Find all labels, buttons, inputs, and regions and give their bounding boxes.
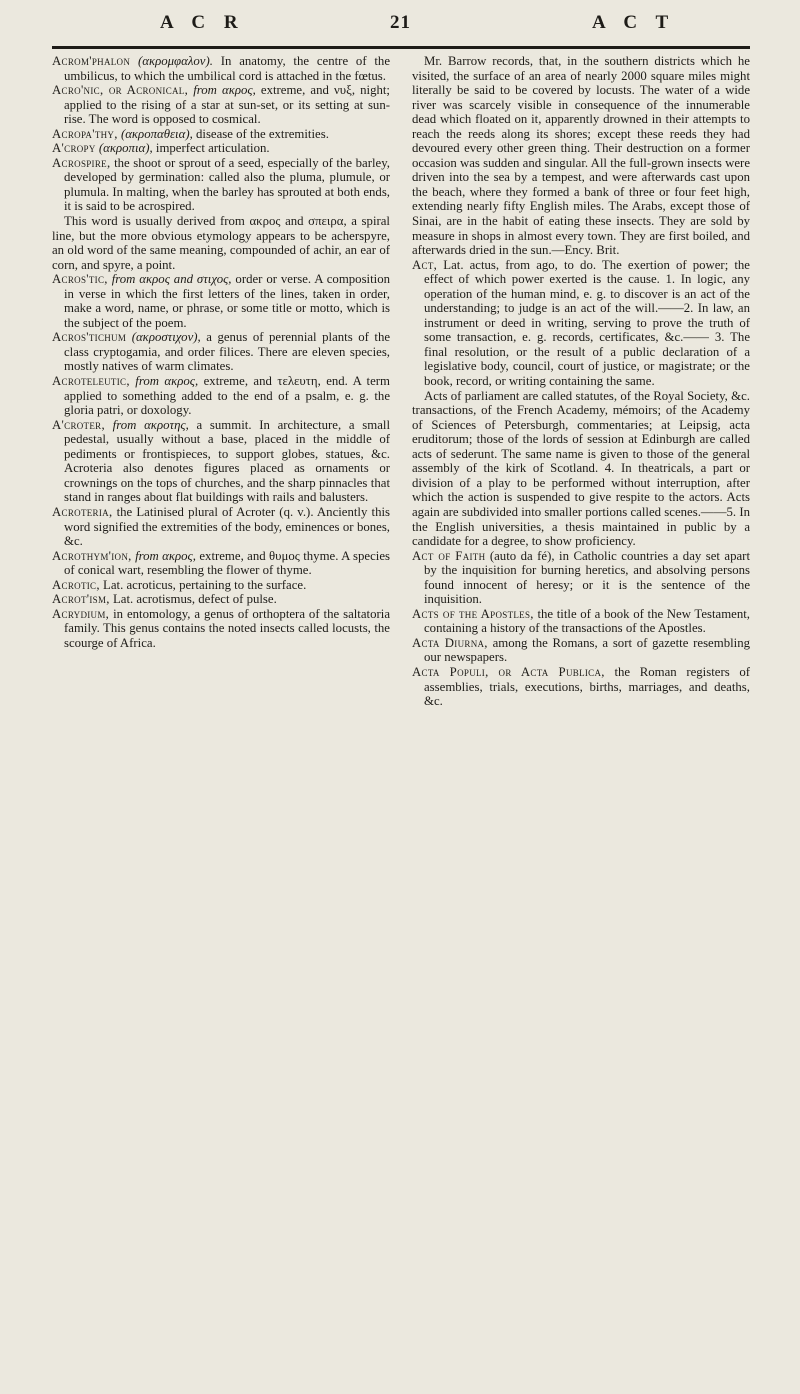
header-rule (52, 46, 750, 49)
dictionary-entry (412, 636, 750, 665)
dictionary-entry (412, 665, 750, 709)
entry-headword: Act, (412, 257, 438, 272)
entry-headword: Acroteria, (52, 504, 113, 519)
entry-definition: Mr. Barrow records, that, in the southern districts which he visited, the surface of an area of nearly 2000 square miles might literally be said to be covered by locusts. The water of a wide river was scarcely visible in consequence of the innumerable dead which floated on it, apparently drowned in their attempts to reach the reeds along its shores; except these reeds they had devoured every other green thing. Their destruction on a former occasion was sudden and singular. All the full-grown insects were driven into the sea by a tempest, and were afterwards cast upon the beach, where they formed a bank of three or four feet high, extending nearly fifty English miles. The Arabs, except those of Sinai, are in the habit of eating these insects. They are sold by measure in shops in almost every town. They are first boiled, and afterwards dried in the sun.—Ency. Brit. (412, 54, 750, 258)
dictionary-entry (412, 258, 750, 389)
dictionary-entry (52, 578, 390, 593)
entry-definition: in entomology, a genus of orthoptera of the saltatoria family. This genus contains the noted insects called locusts, the scourge of Africa. (64, 606, 390, 650)
entry-definition: the Roman registers of assemblies, trials, executions, births, marriages, and deaths, &c. (424, 664, 750, 709)
entry-headword: Acroteleutic, (52, 374, 130, 389)
entry-headword: Acrotic, (52, 577, 100, 592)
entry-etymology: from ακροτης, (112, 417, 189, 432)
dictionary-entry (52, 592, 390, 607)
dictionary-entry (52, 272, 390, 330)
dictionary-entry (52, 505, 390, 549)
entry-etymology: from ακρος, (193, 83, 256, 98)
entry-definition: extreme, and νυξ, night; applied to the rising of a star at sun-set, or its setting at sun-rise. The word is opposed to cosmical. (64, 83, 390, 127)
entry-definition: Lat. acrotismus, defect of pulse. (112, 592, 277, 607)
entry-headword: Acrydium, (52, 606, 110, 621)
entry-definition: extreme, and θυμος thyme. A species of conical wart, resembling the flower of thyme. (64, 548, 390, 578)
entry-definition: the Latinised plural of Acroter (q. v.). Anciently this word signified the extremities of the body, eminences or bones, &c. (64, 504, 390, 549)
entry-headword: Acrothym'ion, (52, 548, 132, 563)
entry-headword: Acropa'thy, (52, 126, 118, 141)
entry-headword: Act of Faith (412, 548, 486, 563)
entry-headword: Acrospire, (52, 155, 111, 170)
entry-headword: Acta Diurna, (412, 635, 488, 650)
entry-headword: Acta Populi, or Acta Publica, (412, 664, 605, 679)
entry-definition: disease of the extremities. (196, 126, 329, 141)
entry-headword: Acrot'ism, (52, 592, 110, 607)
entry-definition: Lat. acroticus, pertaining to the surface. (103, 577, 307, 592)
entry-definition: imperfect articulation. (155, 141, 270, 156)
dictionary-entry (52, 127, 390, 142)
right-column (412, 54, 750, 1344)
entry-headword: A'cropy (52, 141, 96, 156)
entry-headword: Acros'tichum (52, 330, 127, 345)
dictionary-entry (52, 330, 390, 374)
entry-etymology: from ακρος, (135, 374, 199, 389)
entry-definition: order or verse. A composition in verse in which the first letters of the lines, taken in order, make a word, name, or phrase, or some title or motto, which is the subject of the poem. (64, 272, 390, 330)
header-guide-left: A C R (160, 12, 245, 33)
entry-definition: This word is usually derived from ακρος and σπειρα, a spiral line, but the more obvious etymology appears to be acherspyre, an old word of the same meaning, compounded of achir, an ear of corn, and spyre, a point. (52, 214, 390, 272)
dictionary-entry (412, 54, 750, 258)
entry-headword: Acts of the Apostles, (412, 606, 534, 621)
page-number: 21 (390, 12, 411, 33)
entry-etymology: from ακρος, (135, 548, 196, 563)
entry-etymology: (ακρομφαλον). (137, 54, 213, 68)
columns (52, 54, 750, 1344)
dictionary-entry (52, 607, 390, 651)
entry-definition: the title of a book of the New Testament, containing a history of the transactions of the Apostles. (424, 606, 750, 636)
entry-definition: In anatomy, the centre of the umbilicus, to which the umbilical cord is attached in the fœtus. (64, 54, 390, 83)
running-header (52, 0, 750, 42)
dictionary-entry (412, 389, 750, 549)
entry-definition: Lat. actus, from ago, to do. The exertion of power; the effect of which power exerted is the cause. 1. In logic, any operation of the human mind, e. g. to discover is an act of the understanding; to judge is an act of the will.——2. In law, an instrument or deed in writing, serving to prove the truth of some transaction, e. g. records, certificates, &c.—— 3. The final resolution, or the result of a public declaration of a legislative body, council, court of justice, or magistrate; or the book, record, or writing containing the same. (424, 257, 750, 389)
dictionary-entry (52, 374, 390, 418)
entry-headword: A'croter, (52, 417, 105, 432)
entry-etymology: (ακροπια), (98, 141, 153, 156)
dictionary-entry (52, 54, 390, 83)
entry-definition: among the Romans, a sort of gazette resembling our newspapers. (424, 635, 750, 665)
entry-etymology: (ακροπαθεια), (120, 126, 193, 141)
dictionary-entry (52, 156, 390, 214)
entry-definition: a summit. In architecture, a small pedestal, usually without a base, placed in the middle of pediments or frontispieces, to support globes, statues, &c. Acroteria also denotes figures placed as ornaments or crownings on the tops of churches, and the sharp pinnacles that stand in ranges about flat buildings with rails and balusters. (64, 417, 390, 505)
entry-definition: (auto da fé), in Catholic countries a day set apart by the inquisition for burning heretics, and absolving persons found innocent of heresy; or it is the sentence of the inquisition. (424, 548, 750, 607)
dictionary-entry (52, 549, 390, 578)
entry-definition: a genus of perennial plants of the class cryptogamia, and order filices. There are eleven species, mostly natives of warm climates. (64, 330, 390, 374)
entry-headword: Acrom'phalon (52, 54, 131, 68)
dictionary-entry (52, 141, 390, 156)
entry-etymology: from ακρος and στιχος, (111, 272, 232, 287)
entry-definition: extreme, and τελευτη, end. A term applied to something added to the end of a psalm, e. g. the gloria patri, or doxology. (64, 374, 390, 418)
left-column (52, 54, 390, 1344)
entry-definition: the shoot or sprout of a seed, especially of the barley, developed by germination: called also the pluma, plumule, or plumula. In malting, when the barley has sprouted at both ends, it is said to be acrospired. (64, 155, 390, 214)
entry-headword: Acros'tic, (52, 272, 108, 287)
entry-definition: Acts of parliament are called statutes, of the Royal Society, &c. transactions, of the French Academy, mémoirs; of the Academy of Sciences of Petersburgh, commentaries; at Leipsig, acta eruditorum; those of the lords of session at Edinburgh are called acts of sederunt. The same name is given to those of the general assembly of the kirk of Scotland. 4. In theatricals, a part or division of a play to be performed without interruption, after which the action is suspended to give respite to the actors. Acts again are subdivided into smaller portions called scenes.——5. In the English universities, a thesis maintained in public by a candidate for a degree, to show proficiency. (412, 388, 750, 549)
dictionary-entry (412, 549, 750, 607)
dictionary-entry (52, 418, 390, 505)
header-guide-right: A C T (592, 12, 676, 33)
dictionary-entry (52, 83, 390, 127)
dictionary-entry (412, 607, 750, 636)
entry-etymology: (ακροστιχον), (131, 330, 201, 345)
dictionary-entry (52, 214, 390, 272)
entry-headword: Acro'nic, or Acronical, (52, 83, 189, 98)
